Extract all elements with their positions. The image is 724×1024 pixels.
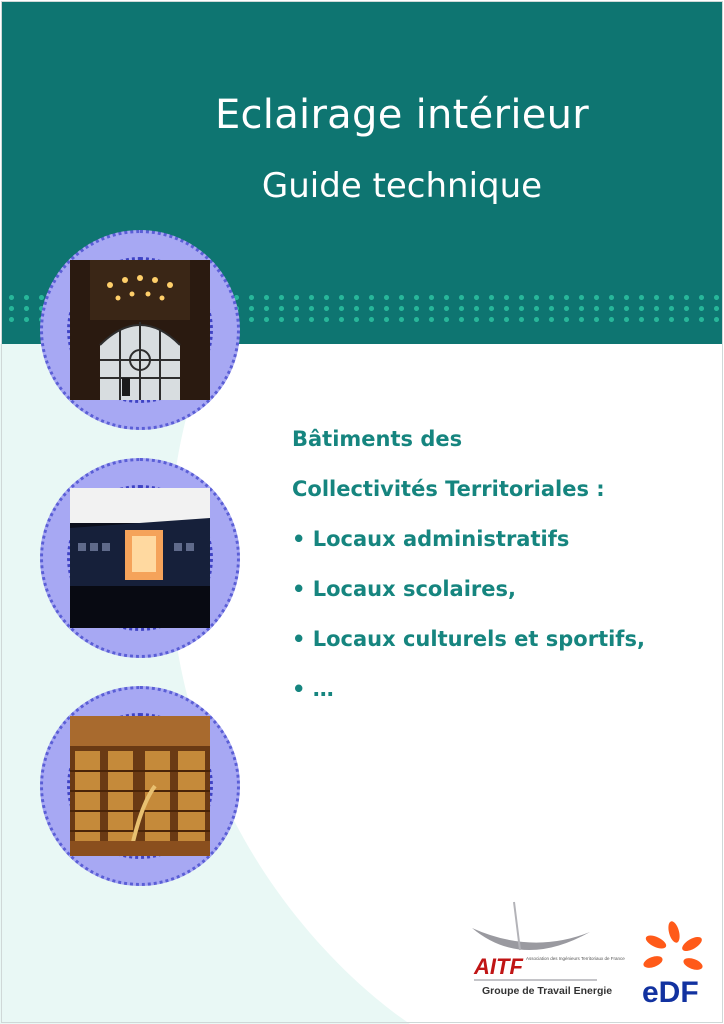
content-text <box>292 414 712 714</box>
list-item: • Locaux scolaires, <box>292 577 516 601</box>
heading-line-2: Collectivités Territoriales : <box>292 477 605 501</box>
photo-building-night <box>67 485 213 631</box>
aitf-name: AITF <box>474 954 523 979</box>
photo-frame-building <box>40 458 240 658</box>
edf-name: eDF <box>642 976 699 1009</box>
list-item: • Locaux culturels et sportifs, <box>292 627 645 651</box>
photo-frame-hall <box>40 230 240 430</box>
aitf-tagline: Association des Ingénieurs Territoriaux de France <box>526 956 625 961</box>
aitf-group: Groupe de Travail Energie <box>482 985 613 997</box>
photo-frame-library <box>40 686 240 886</box>
photo-grand-hall <box>67 257 213 403</box>
photo-library <box>67 713 213 859</box>
list-item: • Locaux administratifs <box>292 527 570 551</box>
document-subtitle: Guide technique <box>261 166 543 206</box>
edf-flame-icon <box>642 920 704 972</box>
heading-line-1: Bâtiments des <box>292 427 463 451</box>
document-title: Eclairage intérieur <box>214 92 590 138</box>
edf-logo <box>636 918 712 1008</box>
list-item: • … <box>292 677 334 701</box>
aitf-logo <box>462 900 625 1000</box>
